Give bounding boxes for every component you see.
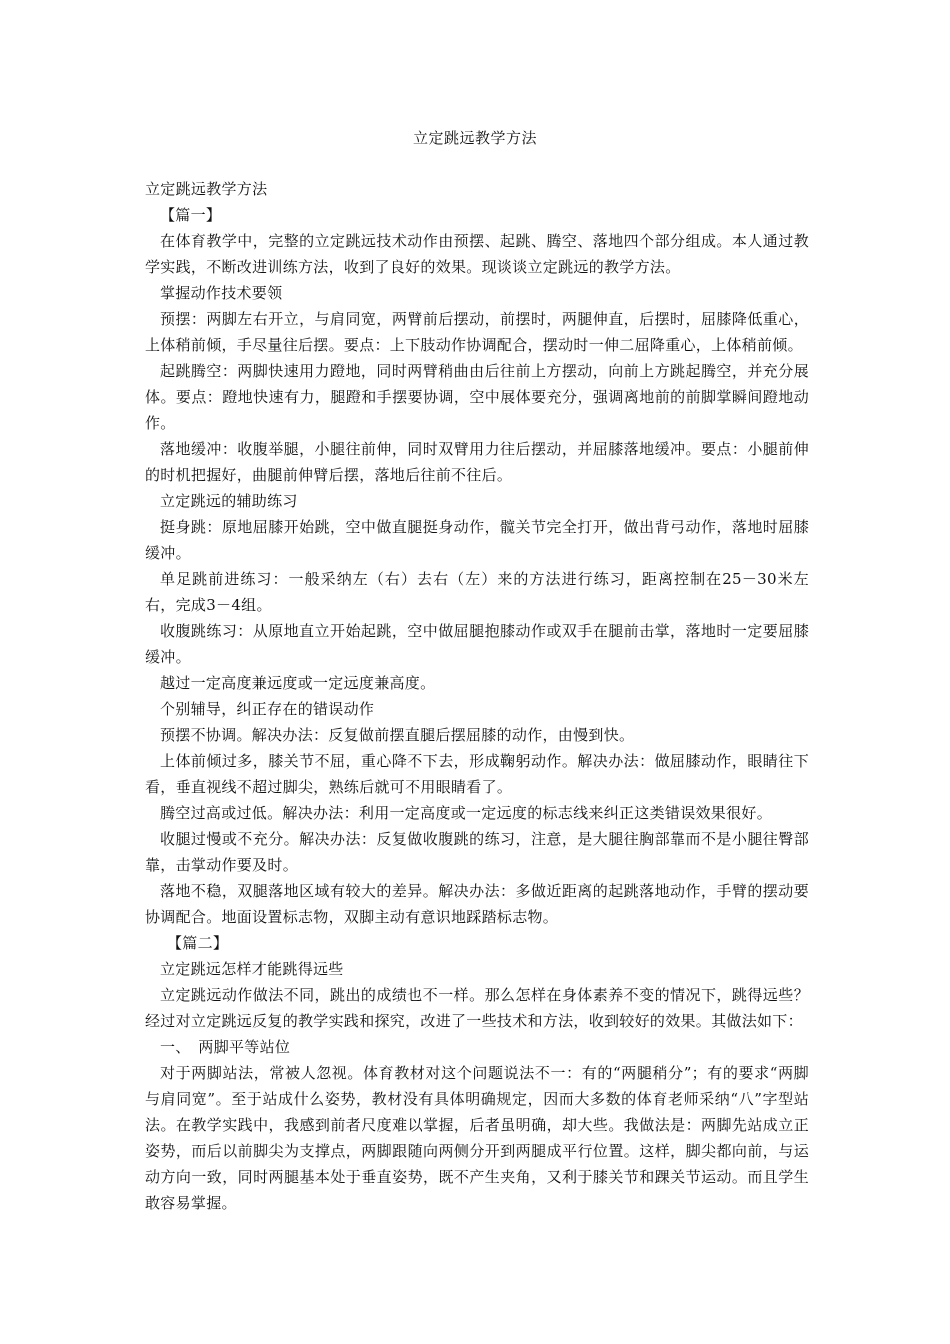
paragraph: 在体育教学中，完整的立定跳远技术动作由预摆、起跳、腾空、落地四个部分组成。本人通过教学实践，不断改进训练方法，收到了良好的效果。现谈谈立定跳远的教学方法。 [145,232,809,276]
document-subtitle: 立定跳远教学方法 [145,180,268,198]
paragraph: 掌握动作技术要领 [160,284,283,302]
paragraph: 起跳腾空：两脚快速用力蹬地，同时两臂稍曲由后往前上方摆动，向前上方跳起腾空，并充分展体。要点：蹬地快速有力，腿蹬和手摆要协调，空中展体要充分，强调离地前的前脚掌瞬间蹬地动作。 [145,362,809,432]
paragraph: 挺身跳：原地屈膝开始跳，空中做直腿挺身动作，髋关节完全打开，做出背弓动作，落地时屈膝缓冲。 [145,518,809,562]
paragraph: 单足跳前进练习：一般采纳左（右）去右（左）来的方法进行练习，距离控制在25－30米左右，完成3－4组。 [145,570,809,614]
paragraph: 收腿过慢或不充分。解决办法：反复做收腹跳的练习，注意，是大腿往胸部靠而不是小腿往臀部靠，击掌动作要及时。 [145,830,809,874]
paragraph: 落地缓冲：收腹举腿，小腿往前伸，同时双臂用力往后摆动，并屈膝落地缓冲。要点：小腿前伸的时机把握好，曲腿前伸臂后摆，落地后往前不往后。 [145,440,809,484]
paragraph: 落地不稳，双腿落地区域有较大的差异。解决办法：多做近距离的起跳落地动作，手臂的摆动要协调配合。地面设置标志物，双脚主动有意识地踩踏标志物。 [145,882,809,926]
paragraph: 立定跳远的辅助练习 [160,492,298,510]
paragraph: 一、 两脚平等站位 [160,1038,291,1056]
paragraph: 腾空过高或过低。解决办法：利用一定高度或一定远度的标志线来纠正这类错误效果很好。 [160,804,773,822]
paragraph: 立定跳远怎样才能跳得远些 [160,960,344,978]
section-heading: 【篇一】 [160,206,222,224]
paragraph: 预摆：两脚左右开立，与肩同宽，两臂前后摆动，前摆时，两腿伸直，后摆时，屈膝降低重心，上体稍前倾，手尽量往后摆。要点：上下肢动作协调配合，摆动时一伸二屈降重心，上体稍前倾。 [145,310,809,354]
document-title: 立定跳远教学方法 [412,129,537,147]
paragraph: 对于两脚站法，常被人忽视。体育教材对这个问题说法不一：有的“两腿稍分”；有的要求“两脚与肩同宽”。至于站成什么姿势，教材没有具体明确规定，因而大多数的体育老师采纳“八”字型站法。在教学实践中，我感到前者尺度难以掌握，后者虽明确，却大些。我做法是：两脚先站成立正姿势，而后以前脚尖为支撑点，两脚跟随向两侧分开到两腿成平行位置。这样，脚尖都向前，与运动方向一致，同时两腿基本处于垂直姿势，既不产生夹角，又利于膝关节和踝关节运动。而且学生敢容易掌握。 [145,1064,809,1212]
paragraph: 个别辅导，纠正存在的错误动作 [160,700,375,718]
section-heading: 【篇二】 [167,934,229,952]
paragraph: 立定跳远动作做法不同，跳出的成绩也不一样。那么怎样在身体素养不变的情况下，跳得远些？经过对立定跳远反复的教学实践和探究，改进了一些技术和方法，收到较好的效果。其做法如下： [145,986,809,1030]
paragraph: 收腹跳练习：从原地直立开始起跳，空中做屈腿抱膝动作或双手在腿前击掌，落地时一定要屈膝缓冲。 [145,622,809,666]
paragraph-list [145,202,809,1216]
paragraph: 上体前倾过多，膝关节不屈，重心降不下去，形成鞠躬动作。解决办法：做屈膝动作，眼睛往下看，垂直视线不超过脚尖，熟练后就可不用眼睛看了。 [145,752,809,796]
paragraph: 预摆不协调。解决办法：反复做前摆直腿后摆屈膝的动作，由慢到快。 [160,726,635,744]
document-body [145,176,809,1216]
paragraph: 越过一定高度兼远度或一定远度兼高度。 [160,674,436,692]
